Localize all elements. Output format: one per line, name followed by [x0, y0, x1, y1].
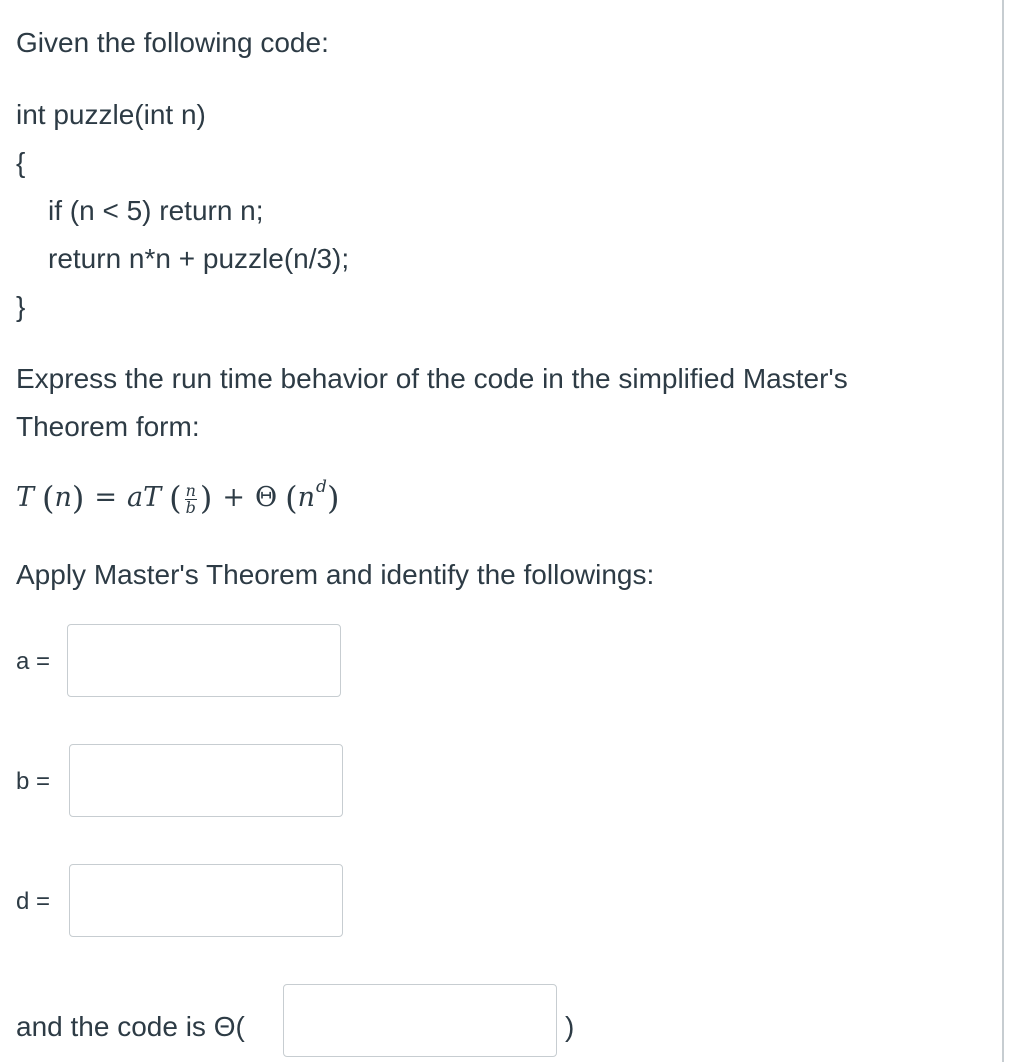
formula-equals: =: [94, 482, 117, 513]
formula-T-lhs: T: [16, 482, 35, 513]
code-line-close-brace: }: [16, 291, 26, 322]
formula-lhs-arg: n: [54, 482, 72, 513]
code-line-signature: int puzzle(int n): [16, 99, 206, 130]
question-instruction: Apply Master's Theorem and identify the followings:: [16, 559, 655, 590]
theta-suffix: ): [565, 1011, 575, 1042]
formula-a: a: [127, 482, 144, 513]
d-input-box[interactable]: [69, 864, 343, 937]
a-input[interactable]: [68, 625, 340, 696]
d-input[interactable]: [70, 865, 342, 936]
formula-plus: +: [222, 482, 246, 513]
b-label: b =: [16, 768, 51, 795]
code-line-return: return n*n + puzzle(n/3);: [48, 243, 350, 274]
a-label: a =: [16, 648, 51, 675]
a-input-box[interactable]: [67, 624, 341, 697]
formula-theta: Θ: [255, 482, 278, 513]
d-label: d =: [16, 888, 51, 915]
b-input[interactable]: [70, 745, 342, 816]
question-prompt-line2: Theorem form:: [16, 411, 200, 442]
formula-base: n: [297, 482, 316, 513]
theta-prefix: and the code is Θ(: [16, 1011, 245, 1042]
formula-frac-numerator: n: [185, 480, 196, 500]
formula-frac-denominator: b: [185, 497, 196, 517]
formula-T: T: [143, 482, 162, 513]
question-intro: Given the following code:: [16, 27, 329, 58]
question-prompt-line1: Express the run time behavior of the code in the simplified Master's: [16, 363, 848, 394]
content-right-border: [1002, 0, 1004, 1062]
code-line-open-brace: {: [16, 147, 26, 178]
master-theorem-formula: T ( n ) = a T ( $\frac{n}{b}$ ) + Θ ( n d ): [16, 478, 339, 518]
theta-input-box[interactable]: [283, 984, 557, 1057]
formula-fraction: [185, 480, 197, 517]
theta-input[interactable]: [284, 985, 556, 1056]
formula-exponent: d: [316, 477, 327, 497]
b-input-box[interactable]: [69, 744, 343, 817]
code-line-if: if (n < 5) return n;: [48, 195, 264, 226]
